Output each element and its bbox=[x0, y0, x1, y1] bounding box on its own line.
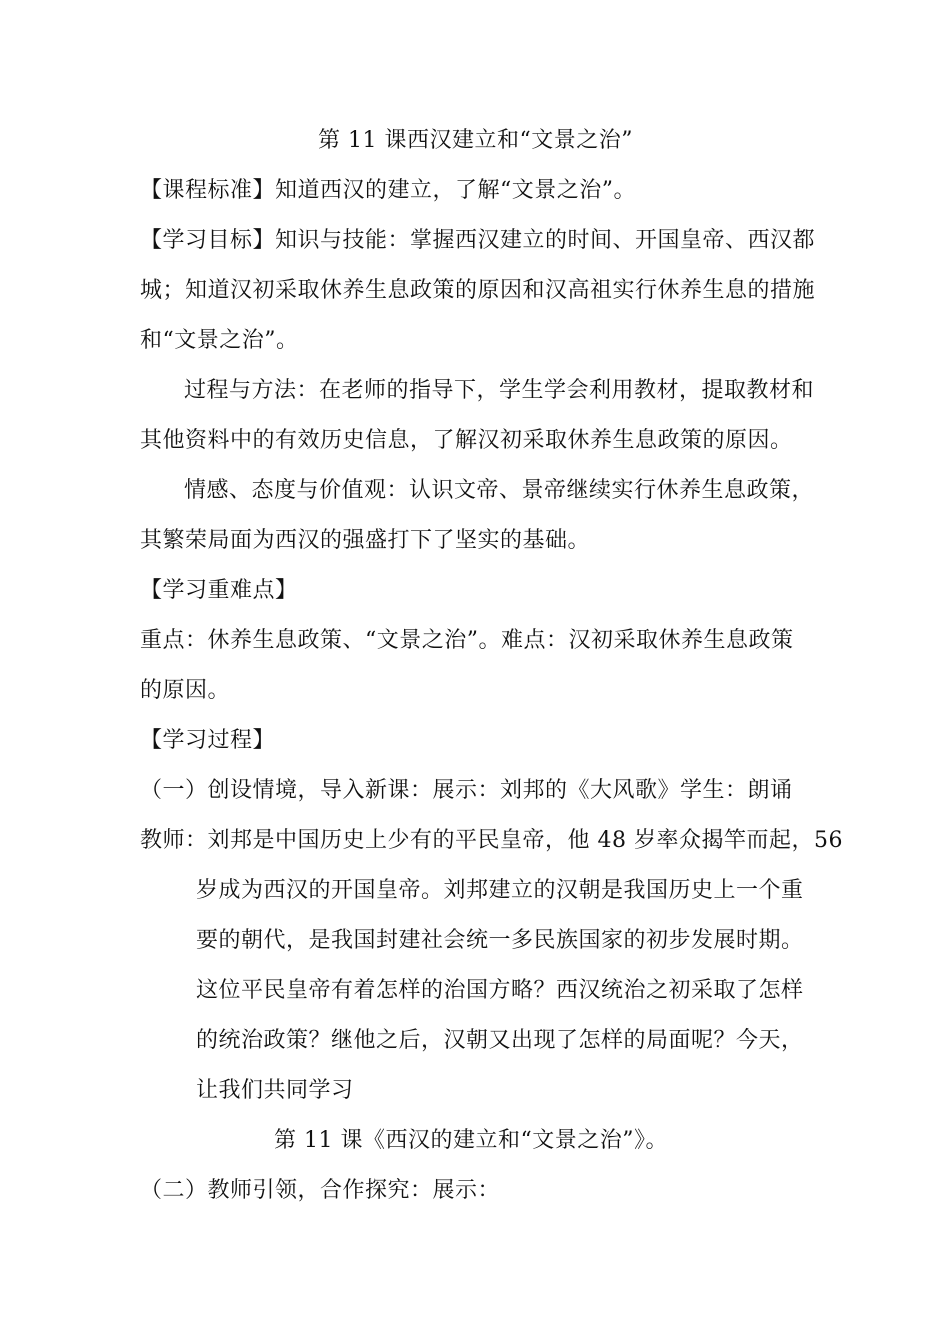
curriculum-standard: 【课程标准】知道西汉的建立，了解“文景之治”。 bbox=[140, 178, 636, 203]
process-method-line-2: 其他资料中的有效历史信息，了解汉初采取休养生息政策的原因。 bbox=[140, 428, 793, 453]
key-difficulties-heading: 【学习重难点】 bbox=[140, 578, 298, 603]
section-one-line: （一）创设情境，导入新课：展示：刘邦的《大风歌》学生：朗诵 bbox=[140, 778, 793, 803]
learning-objectives-line-1: 【学习目标】知识与技能：掌握西汉建立的时间、开国皇帝、西汉都 bbox=[140, 228, 816, 253]
learning-objectives-line-3: 和“文景之治”。 bbox=[140, 328, 299, 353]
teacher-line-4: 这位平民皇帝有着怎样的治国方略？西汉统治之初采取了怎样 bbox=[196, 978, 804, 1003]
process-method-line-1: 过程与方法：在老师的指导下，学生学会利用教材，提取教材和 bbox=[184, 378, 815, 403]
learning-objectives-line-2: 城；知道汉初采取休养生息政策的原因和汉高祖实行休养生息的措施 bbox=[140, 278, 816, 303]
key-difficulties-line-2: 的原因。 bbox=[140, 678, 231, 703]
lesson-title: 第 11 课西汉建立和“文景之治” bbox=[318, 128, 633, 153]
learning-process-heading: 【学习过程】 bbox=[140, 728, 276, 753]
teacher-line-3: 要的朝代，是我国封建社会统一多民族国家的初步发展时期。 bbox=[196, 928, 804, 953]
section-two-line: （二）教师引领，合作探究：展示： bbox=[140, 1178, 501, 1203]
teacher-line-1: 教师：刘邦是中国历史上少有的平民皇帝，他 48 岁率众揭竿而起，56 bbox=[140, 828, 843, 853]
emotion-values-line-1: 情感、态度与价值观：认识文帝、景帝继续实行休养生息政策， bbox=[184, 478, 815, 503]
teacher-line-5: 的统治政策？继他之后，汉朝又出现了怎样的局面呢？今天， bbox=[196, 1028, 804, 1053]
teacher-line-6: 让我们共同学习 bbox=[196, 1078, 354, 1103]
teacher-line-2: 岁成为西汉的开国皇帝。刘邦建立的汉朝是我国历史上一个重 bbox=[196, 878, 804, 903]
lesson-reference-line: 第 11 课《西汉的建立和“文景之治”》。 bbox=[274, 1128, 668, 1153]
emotion-values-line-2: 其繁荣局面为西汉的强盛打下了坚实的基础。 bbox=[140, 528, 591, 553]
key-difficulties-line-1: 重点：休养生息政策、“文景之治”。难点：汉初采取休养生息政策 bbox=[140, 628, 794, 653]
